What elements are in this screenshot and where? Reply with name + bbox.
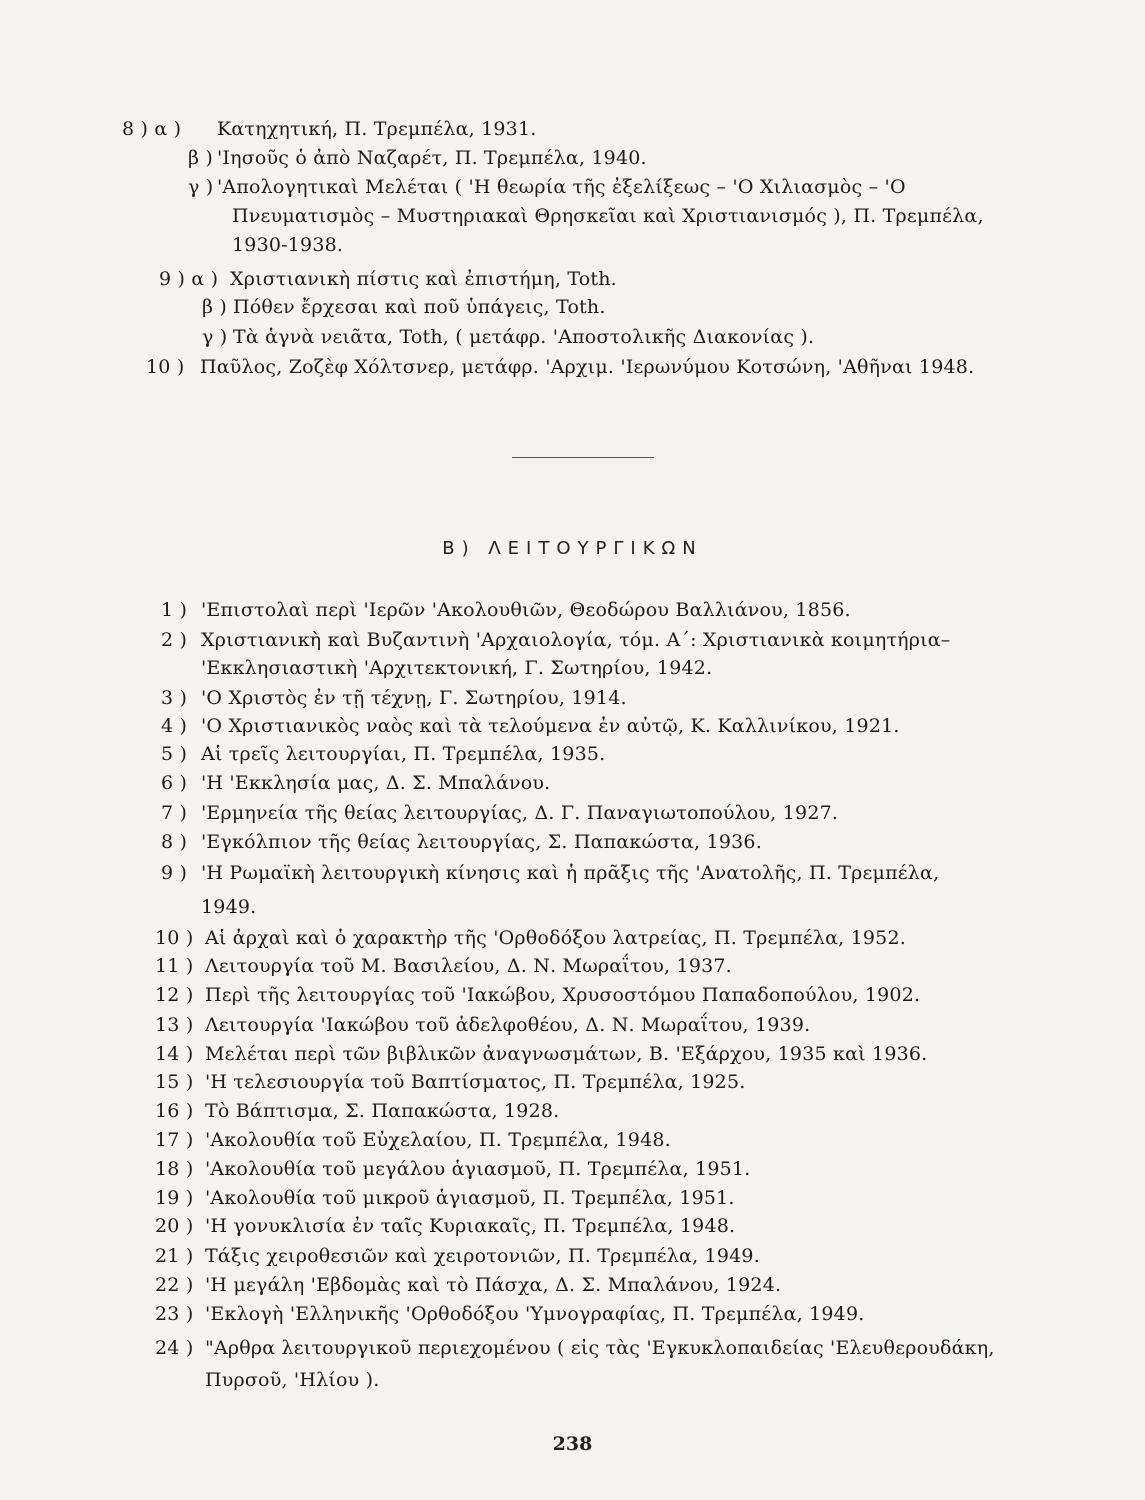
item-marker: 7 ) <box>161 802 188 824</box>
item-marker: 1 ) <box>161 599 188 621</box>
item-marker: 14 ) <box>155 1043 194 1065</box>
item-text: 'Ο Χριστιανικὸς ναὸς καὶ τὰ τελούμενα ἐν αὐτῷ, Κ. Καλλινίκου, 1921. <box>201 715 900 737</box>
item-marker: 8 ) <box>161 831 188 853</box>
item-text: 'Εκκλησιαστικὴ 'Αρχιτεκτονική, Γ. Σωτηρίου, 1942. <box>201 657 713 679</box>
item-text: Τὸ Βάπτισμα, Σ. Παπακώστα, 1928. <box>205 1100 560 1122</box>
list-item-continuation <box>201 895 256 919</box>
item-marker: 10 ) <box>146 356 185 378</box>
item-marker: 11 ) <box>155 955 194 977</box>
item-text: Αἱ ἀρχαὶ καὶ ὁ χαρακτὴρ τῆς 'Ορθοδόξου λατρείας, Π. Τρεμπέλα, 1952. <box>205 927 906 949</box>
list-item <box>155 954 732 978</box>
item-text: 'Ακολουθία τοῦ μεγάλου ἁγιασμοῦ, Π. Τρεμπέλα, 1951. <box>205 1158 751 1180</box>
list-item <box>161 801 838 825</box>
item-text: 'Ιησοῦς ὁ ἀπὸ Ναζαρέτ, Π. Τρεμπέλα, 1940. <box>217 147 647 169</box>
item-marker: 10 ) <box>155 927 194 949</box>
section-heading: Β) ΛΕΙΤΟΥΡΓΙΚΩΝ <box>442 538 703 559</box>
page-number: 238 <box>552 1433 593 1455</box>
item-text: Περὶ τῆς λειτουργίας τοῦ 'Ιακώβου, Χρυσοστόμου Παπαδοπούλου, 1902. <box>205 984 921 1006</box>
item-marker: 13 ) <box>155 1014 194 1036</box>
item-text: Τὰ ἁγνὰ νειᾶτα, Toth, ( μετάφρ. 'Αποστολικῆς Διακονίας ). <box>233 326 815 348</box>
item-text: Λειτουργία 'Ιακώβου τοῦ ἀδελφοθέου, Δ. Ν. Μωραΐτου, 1939. <box>205 1014 811 1036</box>
list-item <box>161 861 939 885</box>
item-text: 'Εκλογὴ 'Ελληνικῆς 'Ορθοδόξου 'Υμνογραφίας, Π. Τρεμπέλα, 1949. <box>205 1303 865 1325</box>
list-item <box>202 295 606 319</box>
item-text: Μελέται περὶ τῶν βιβλικῶν ἀναγνωσμάτων, Β. 'Εξάρχου, 1935 καὶ 1936. <box>205 1043 928 1065</box>
item-text: Τάξις χειροθεσιῶν καὶ χειροτονιῶν, Π. Τρεμπέλα, 1949. <box>205 1245 760 1267</box>
item-marker: 3 ) <box>161 687 188 709</box>
item-text: 'Ακολουθία τοῦ Εὐχελαίου, Π. Τρεμπέλα, 1948. <box>205 1129 671 1151</box>
item-marker: 18 ) <box>155 1158 194 1180</box>
item-text: Παῦλος, Ζοζὲφ Χόλτσνερ, μετάφρ. 'Αρχιμ. 'Ιερωνύμου Κοτσώνη, 'Αθῆναι 1948. <box>200 356 975 378</box>
item-text: 'Η τελεσιουργία τοῦ Βαπτίσματος, Π. Τρεμπέλα, 1925. <box>205 1071 746 1093</box>
list-item <box>161 830 762 854</box>
list-item <box>188 175 906 199</box>
item-marker: 12 ) <box>155 984 194 1006</box>
item-text: Χριστιανικὴ καὶ Βυζαντινὴ 'Αρχαιολογία, τόμ. Α΄: Χριστιανικὰ κοιμητήρια– <box>201 629 951 651</box>
item-marker: 23 ) <box>155 1303 194 1325</box>
item-text: Λειτουργία τοῦ Μ. Βασιλείου, Δ. Ν. Μωραΐτου, 1937. <box>205 955 732 977</box>
item-text: 'Η Ρωμαϊκὴ λειτουργικὴ κίνησις καὶ ἡ πρᾶξις τῆς 'Ανατολῆς, Π. Τρεμπέλα, <box>201 862 940 884</box>
list-item <box>188 146 647 170</box>
item-text: 'Εγκόλπιον τῆς θείας λειτουργίας, Σ. Παπακώστα, 1936. <box>201 831 762 853</box>
list-item <box>161 598 851 622</box>
list-item <box>155 1302 864 1326</box>
item-text: Πυρσοῦ, 'Ηλίου ). <box>205 1369 380 1391</box>
list-item <box>155 1042 927 1066</box>
item-marker: 17 ) <box>155 1129 194 1151</box>
list-item <box>155 1013 810 1037</box>
item-marker: 19 ) <box>155 1187 194 1209</box>
list-item <box>155 1244 760 1268</box>
item-marker: γ ) <box>188 176 214 198</box>
item-text: Χριστιανικὴ πίστις καὶ ἐπιστήμη, Toth. <box>230 268 617 290</box>
item-text: 'Ο Χριστὸς ἐν τῇ τέχνῃ, Γ. Σωτηρίου, 1914. <box>201 687 627 709</box>
item-text: 1930-1938. <box>232 234 344 256</box>
list-item <box>155 1128 671 1152</box>
list-item <box>161 686 627 710</box>
item-text: Πόθεν ἔρχεσαι καὶ ποῦ ὑπάγεις, Toth. <box>233 296 606 318</box>
item-marker: γ ) <box>202 326 228 348</box>
list-item <box>155 1186 735 1210</box>
item-marker: 5 ) <box>161 743 188 765</box>
item-marker: 8 ) α ) <box>122 118 182 140</box>
item-marker: 2 ) <box>161 629 188 651</box>
list-item-continuation <box>201 656 712 680</box>
item-text: 'Η γονυκλισία ἐν ταῖς Κυριακαῖς, Π. Τρεμπέλα, 1948. <box>205 1215 736 1237</box>
item-marker: 6 ) <box>161 772 188 794</box>
item-marker: 20 ) <box>155 1215 194 1237</box>
item-text: 'Η μεγάλη 'Εβδομὰς καὶ τὸ Πάσχα, Δ. Σ. Μπαλάνου, 1924. <box>205 1274 782 1296</box>
item-text: 1949. <box>201 896 257 918</box>
list-item <box>161 742 605 766</box>
item-text: 'Ερμηνεία τῆς θείας λειτουργίας, Δ. Γ. Παναγιωτοπούλου, 1927. <box>201 802 839 824</box>
list-item <box>202 325 814 349</box>
list-item-continuation <box>205 1368 380 1392</box>
item-marker: β ) <box>202 296 228 318</box>
item-text: 'Η 'Εκκλησία μας, Δ. Σ. Μπαλάνου. <box>201 772 551 794</box>
item-marker: 22 ) <box>155 1274 194 1296</box>
item-text: 'Απολογητικαὶ Μελέται ( 'Η θεωρία τῆς ἐξελίξεως – 'Ο Χιλιασμὸς – 'Ο <box>217 176 906 198</box>
list-item <box>161 714 900 738</box>
item-marker: 9 ) <box>161 862 188 884</box>
list-item <box>155 1214 735 1238</box>
list-item <box>161 628 951 652</box>
item-marker: 16 ) <box>155 1100 194 1122</box>
item-text: 'Επιστολαὶ περὶ 'Ιερῶν 'Ακολουθιῶν, Θεοδώρου Βαλλιάνου, 1856. <box>201 599 851 621</box>
list-item <box>155 1336 995 1360</box>
item-marker: 24 ) <box>155 1337 194 1359</box>
item-marker: β ) <box>188 147 214 169</box>
list-item <box>155 1273 781 1297</box>
list-item <box>159 267 617 291</box>
list-item-continuation <box>232 233 343 257</box>
item-marker: 21 ) <box>155 1245 194 1267</box>
list-item <box>155 1070 745 1094</box>
list-item <box>146 355 974 379</box>
item-text: Αἱ τρεῖς λειτουργίαι, Π. Τρεμπέλα, 1935. <box>201 743 606 765</box>
item-marker: 15 ) <box>155 1071 194 1093</box>
list-item <box>155 926 906 950</box>
item-marker: 9 ) α ) <box>159 268 219 290</box>
item-text: 'Ακολουθία τοῦ μικροῦ ἁγιασμοῦ, Π. Τρεμπέλα, 1951. <box>205 1187 735 1209</box>
list-item-continuation <box>232 204 984 228</box>
list-item <box>155 1099 559 1123</box>
list-item <box>155 1157 750 1181</box>
section-divider <box>512 457 654 458</box>
item-text: Πνευματισμὸς – Μυστηριακαὶ Θρησκεῖαι καὶ Χριστιανισμός ), Π. Τρεμπέλα, <box>232 205 984 227</box>
item-text: Κατηχητική, Π. Τρεμπέλα, 1931. <box>217 118 537 140</box>
list-item <box>155 983 920 1007</box>
list-item <box>122 117 536 141</box>
item-marker: 4 ) <box>161 715 188 737</box>
item-text: "Αρθρα λειτουργικοῦ περιεχομένου ( εἰς τὰς 'Εγκυκλοπαιδείας 'Ελευθερουδάκη, <box>205 1337 995 1359</box>
list-item <box>161 771 550 795</box>
